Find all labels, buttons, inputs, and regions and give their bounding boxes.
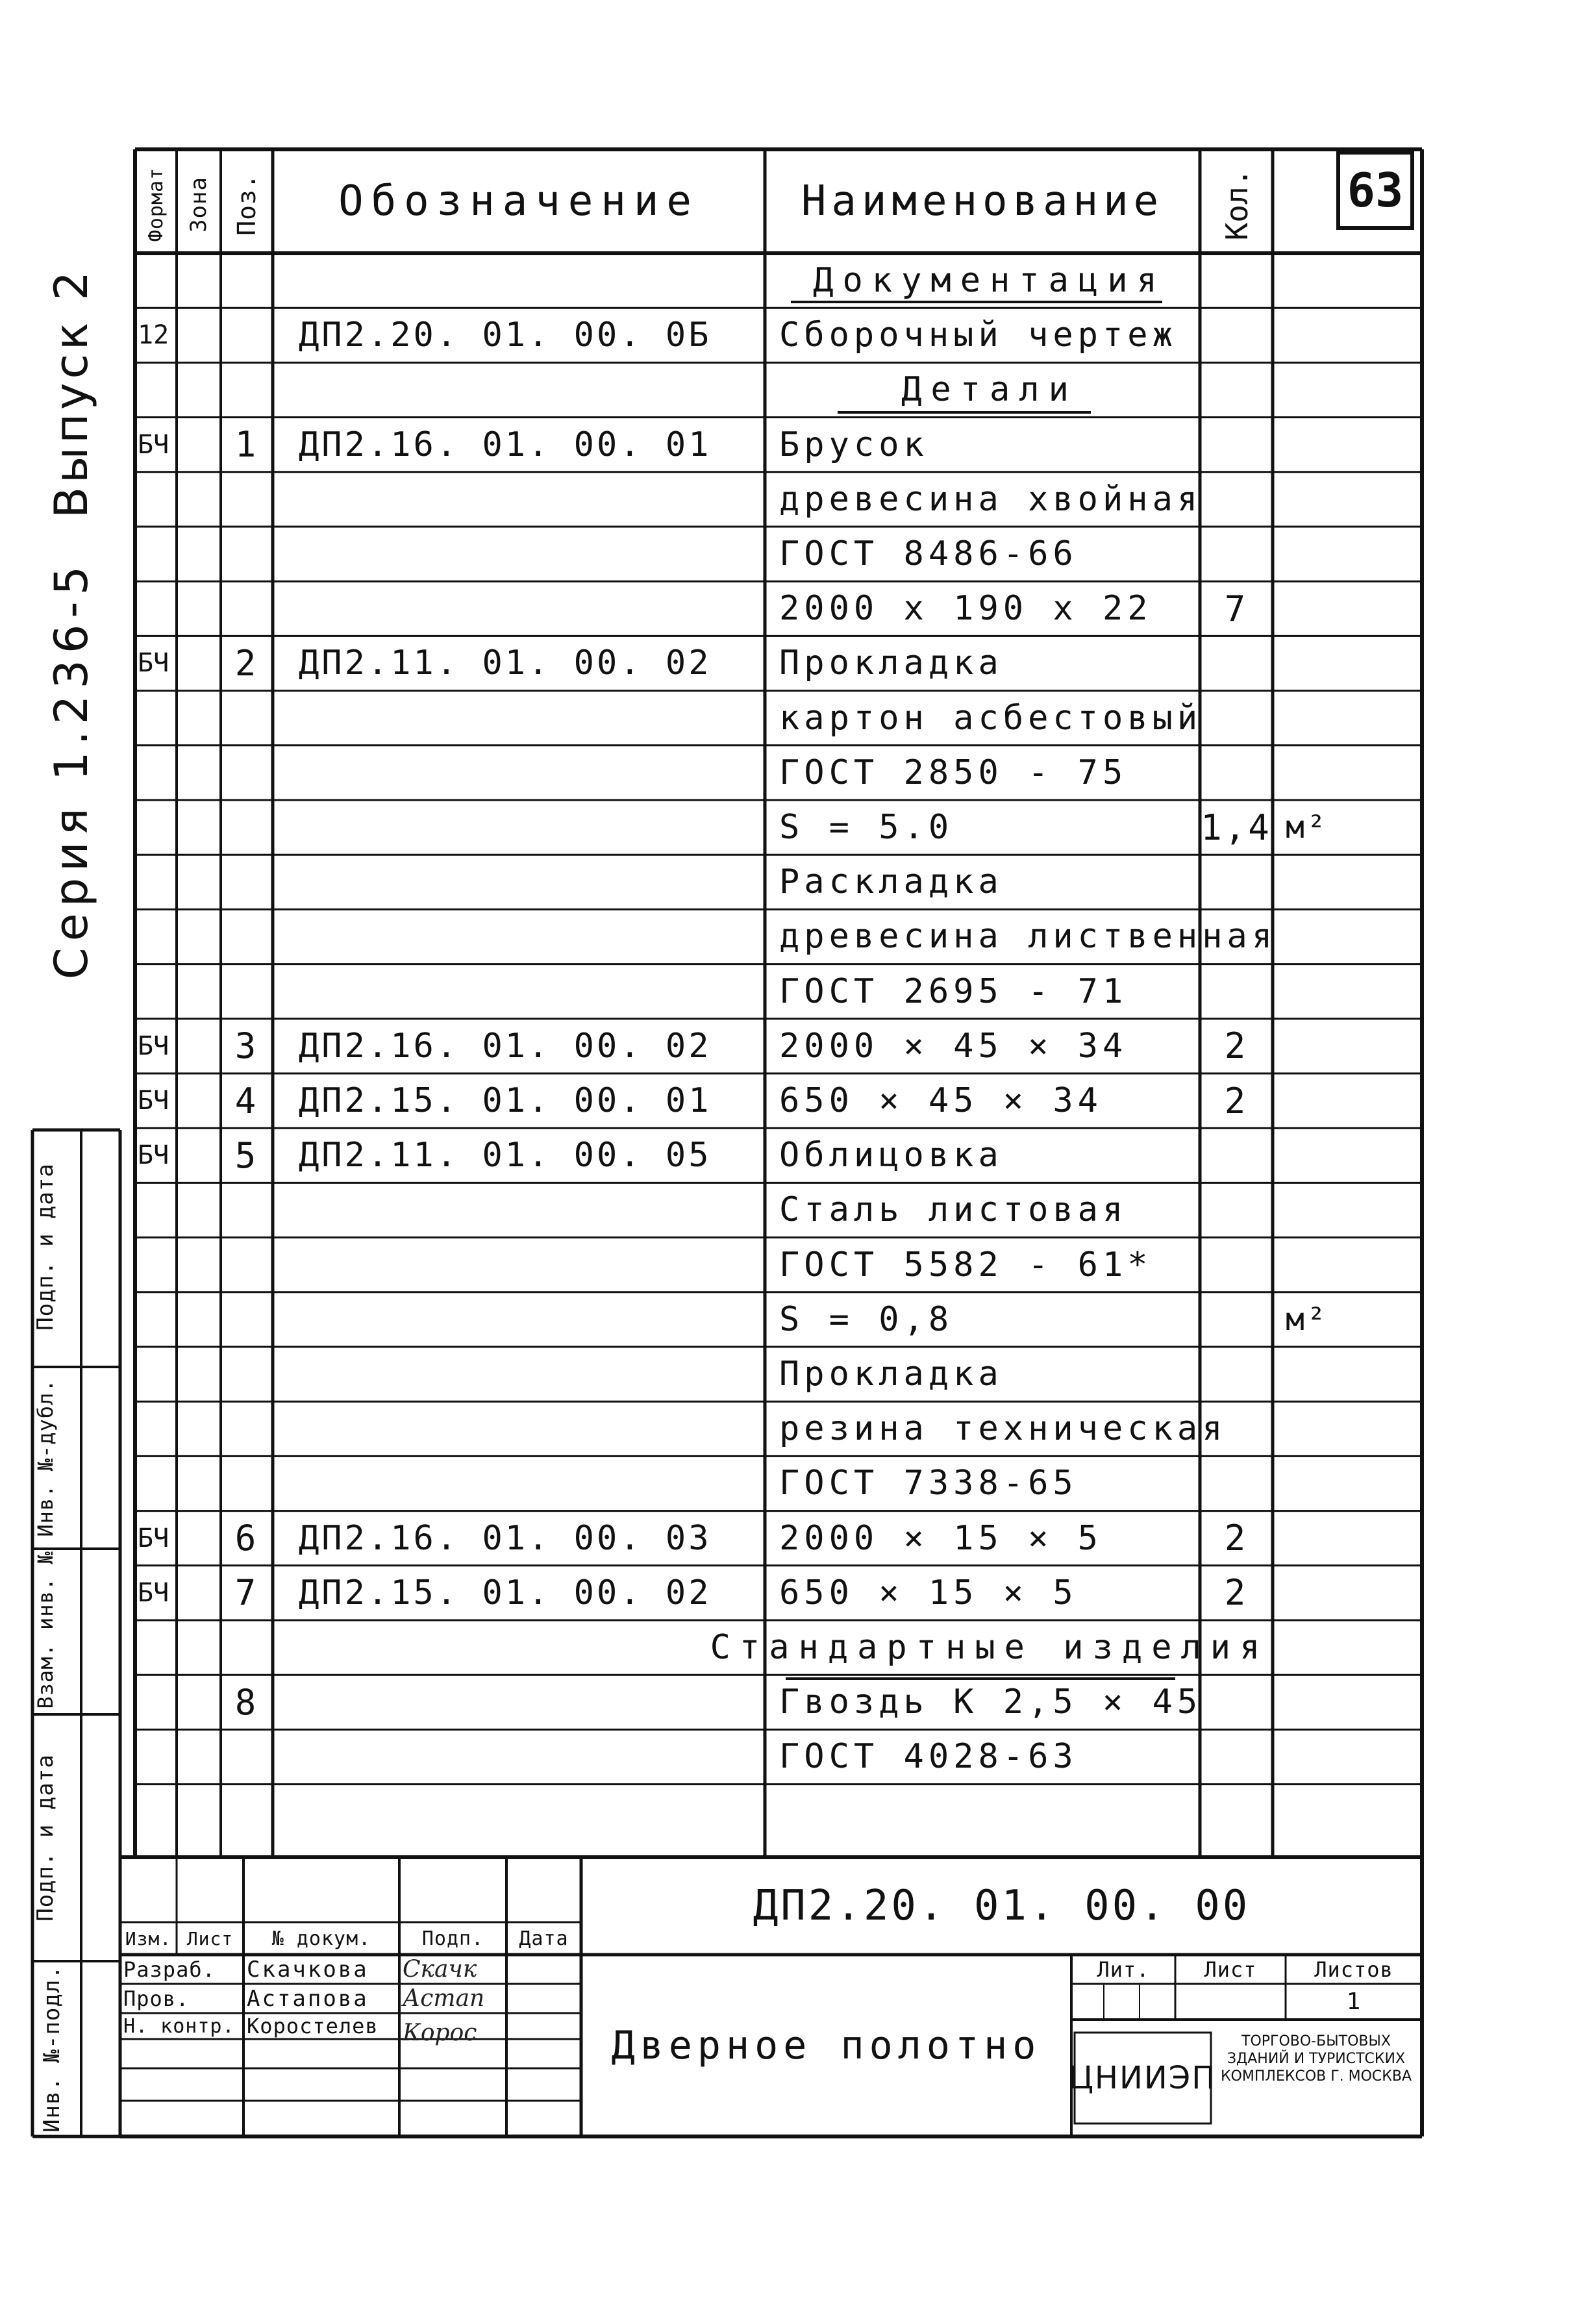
row-qty <box>1200 253 1273 308</box>
row-name: Сталь листовая <box>779 1190 1128 1230</box>
row-qty: 2 <box>1224 1025 1249 1067</box>
row-format <box>138 909 177 964</box>
tb-name-razrab: Скачкова <box>247 1956 369 1983</box>
row-note <box>1286 691 1415 745</box>
row-designation: ДП2.11. 01. 00. 02 <box>299 644 712 683</box>
row-note <box>1286 1511 1415 1566</box>
row-designation <box>299 800 765 855</box>
row-name: ГОСТ 2850 - 75 <box>779 753 1128 792</box>
row-designation <box>299 1183 765 1237</box>
header-name: Наименование <box>801 177 1164 225</box>
row-qty <box>1200 472 1273 527</box>
row-qty: 1,4 <box>1201 807 1272 848</box>
row-qty: 7 <box>1224 588 1249 629</box>
row-designation <box>299 362 765 417</box>
row-pos <box>221 1292 273 1347</box>
row-designation <box>299 1401 765 1456</box>
row-qty <box>1200 691 1273 745</box>
header-format: Формат <box>144 167 168 242</box>
row-pos <box>221 691 273 745</box>
row-pos <box>221 527 273 581</box>
row-name: Раскладка <box>779 862 1003 902</box>
tb-col-doc: № докум. <box>271 1927 371 1950</box>
row-format <box>138 527 177 581</box>
row-pos <box>221 800 273 855</box>
row-format: БЧ <box>138 1523 169 1553</box>
row-format <box>138 253 177 308</box>
row-designation: ДП2.16. 01. 00. 03 <box>299 1518 712 1558</box>
row-pos: 8 <box>234 1681 259 1723</box>
tb-sign-prov: Астап <box>403 1985 485 2012</box>
row-qty <box>1200 1785 1273 1839</box>
row-note <box>1286 1019 1415 1073</box>
row-designation <box>299 1620 765 1675</box>
row-qty <box>1200 1183 1273 1237</box>
row-designation <box>299 1785 765 1839</box>
row-pos <box>221 1401 273 1456</box>
stamp-inv-podl: Инв. №-подл. <box>39 1965 65 2133</box>
row-pos: 2 <box>234 642 259 684</box>
row-name: картон асбестовый <box>779 698 1203 738</box>
row-note <box>1286 745 1415 800</box>
row-qty <box>1200 527 1273 581</box>
row-pos <box>221 964 273 1019</box>
row-name: Стандартные изделия <box>710 1628 1269 1668</box>
row-note <box>1286 472 1415 527</box>
row-format: БЧ <box>138 1140 169 1171</box>
stamp-inv-dubl: Инв. №-дубл. <box>33 1379 58 1537</box>
row-pos <box>221 909 273 964</box>
row-pos: 4 <box>234 1080 259 1121</box>
row-name: Документация <box>813 261 1166 301</box>
row-qty: 2 <box>1224 1518 1249 1559</box>
row-format <box>138 472 177 527</box>
row-format <box>138 964 177 1019</box>
row-note <box>1286 1456 1415 1510</box>
row-qty <box>1200 1292 1273 1347</box>
row-designation <box>299 253 765 308</box>
tb-role-prov: Пров. <box>123 1986 190 2011</box>
row-note <box>1286 1675 1415 1729</box>
row-note <box>1286 1128 1415 1183</box>
row-qty <box>1200 362 1273 417</box>
row-name: S = 0,8 <box>779 1299 954 1339</box>
doc-title: Дверное полотно <box>611 2023 1041 2068</box>
row-note <box>1286 362 1415 417</box>
tb-col-list: Лист <box>186 1927 234 1949</box>
row-format <box>138 1785 177 1839</box>
row-note <box>1286 636 1415 690</box>
row-note: м² <box>1286 809 1328 846</box>
row-designation <box>299 855 765 909</box>
row-designation: ДП2.15. 01. 00. 01 <box>299 1081 712 1121</box>
row-qty <box>1200 745 1273 800</box>
tb-name-prov: Астапова <box>247 1985 369 2012</box>
row-designation <box>299 1347 765 1401</box>
row-qty <box>1200 1347 1273 1401</box>
header-zone: Зона <box>186 177 212 232</box>
row-format <box>138 745 177 800</box>
row-pos <box>221 1620 273 1675</box>
header-pos: Поз. <box>232 173 261 236</box>
row-name: Облицовка <box>779 1136 1003 1175</box>
row-format: БЧ <box>138 1086 169 1116</box>
row-designation <box>299 527 765 581</box>
row-note <box>1286 308 1415 362</box>
row-note <box>1286 855 1415 909</box>
row-format: БЧ <box>138 429 169 460</box>
row-note <box>1286 1238 1415 1292</box>
row-note: м² <box>1286 1301 1328 1338</box>
row-note <box>1286 1566 1415 1620</box>
row-format <box>138 1238 177 1292</box>
row-pos <box>221 745 273 800</box>
row-note <box>1286 1401 1415 1456</box>
row-designation <box>299 745 765 800</box>
row-pos <box>221 1785 273 1839</box>
header-designation: Обозначение <box>338 177 699 225</box>
row-name: ГОСТ 8486-66 <box>779 534 1078 574</box>
row-format <box>138 800 177 855</box>
tb-sheets-value: 1 <box>1346 1988 1362 2015</box>
row-qty: 2 <box>1224 1572 1249 1614</box>
row-format <box>138 1729 177 1784</box>
row-name: Детали <box>901 370 1078 410</box>
row-designation <box>299 964 765 1019</box>
row-designation <box>299 1238 765 1292</box>
row-name: резина техническая <box>779 1409 1227 1449</box>
org-logo: ЦНИИЭП <box>1069 2060 1217 2096</box>
row-name: ГОСТ 7338-65 <box>779 1464 1078 1503</box>
row-qty <box>1200 636 1273 690</box>
row-pos: 6 <box>234 1518 259 1559</box>
row-pos <box>221 1456 273 1510</box>
row-qty: 2 <box>1224 1080 1249 1121</box>
stamp-podp-data-2: Подп. и дата <box>32 1163 58 1331</box>
row-name: Сборочный чертеж <box>779 316 1177 355</box>
row-note <box>1286 964 1415 1019</box>
tb-lit-label: Лит. <box>1097 1957 1150 1982</box>
row-qty <box>1200 1401 1273 1456</box>
stamp-vzam-inv: Взам. инв. № <box>33 1551 58 1709</box>
row-format <box>138 691 177 745</box>
row-pos <box>221 1183 273 1237</box>
row-qty <box>1200 1620 1273 1675</box>
row-name: 2000 × 45 × 34 <box>779 1026 1128 1066</box>
row-name: Брусок <box>779 425 929 464</box>
row-format <box>138 581 177 636</box>
tb-sign-razrab: Скачк <box>403 1955 477 1983</box>
tb-sheets-label: Листов <box>1314 1957 1393 1982</box>
row-name: S = 5.0 <box>779 808 954 847</box>
doc-code: ДП2.20. 01. 00. 00 <box>753 1882 1251 1930</box>
org-text: ТОРГОВО-БЫТОВЫХ ЗДАНИЙ И ТУРИСТСКИХ КОМПЛЕКСОВ Г. МОСКВА <box>1220 2033 1412 2085</box>
row-designation: ДП2.11. 01. 00. 05 <box>299 1136 712 1175</box>
row-qty <box>1200 1456 1273 1510</box>
row-designation <box>299 1675 765 1729</box>
tb-col-podp: Подп. <box>421 1927 484 1950</box>
row-name: Гвоздь К 2,5 × 45 <box>779 1683 1203 1722</box>
row-designation <box>299 1292 765 1347</box>
row-pos: 3 <box>234 1025 259 1067</box>
row-designation: ДП2.16. 01. 00. 01 <box>299 425 712 464</box>
row-pos <box>221 362 273 417</box>
row-note <box>1286 1620 1415 1675</box>
row-name: 2000 х 190 х 22 <box>779 589 1153 629</box>
row-format: БЧ <box>138 1031 169 1061</box>
row-pos: 7 <box>234 1572 259 1614</box>
row-format <box>138 362 177 417</box>
row-note <box>1286 1729 1415 1784</box>
row-name: Прокладка <box>779 644 1003 683</box>
row-qty <box>1200 855 1273 909</box>
row-qty <box>1200 964 1273 1019</box>
row-qty <box>1200 909 1273 964</box>
row-format <box>138 855 177 909</box>
row-pos <box>221 581 273 636</box>
row-qty <box>1200 418 1273 472</box>
tb-sheet-label: Лист <box>1204 1957 1257 1982</box>
row-name: 650 × 15 × 5 <box>779 1573 1078 1612</box>
row-note <box>1286 1073 1415 1128</box>
row-pos: 1 <box>234 424 259 466</box>
row-designation: ДП2.15. 01. 00. 02 <box>299 1573 712 1612</box>
row-format: БЧ <box>138 1577 169 1608</box>
tb-col-izm: Изм. <box>125 1927 172 1949</box>
row-qty <box>1200 1729 1273 1784</box>
tb-col-data: Дата <box>519 1927 569 1950</box>
row-name: ГОСТ 5582 - 61* <box>779 1245 1153 1284</box>
row-name: древесина лиственная <box>779 917 1277 957</box>
row-format <box>138 1456 177 1510</box>
row-name: Прокладка <box>779 1355 1003 1394</box>
row-designation <box>299 909 765 964</box>
row-pos <box>221 1729 273 1784</box>
row-format: 12 <box>138 320 169 351</box>
row-designation <box>299 691 765 745</box>
row-qty <box>1200 1675 1273 1729</box>
row-pos <box>221 472 273 527</box>
row-name: 2000 × 15 × 5 <box>779 1518 1103 1558</box>
row-format <box>138 1292 177 1347</box>
row-designation <box>299 1456 765 1510</box>
tb-role-razrab: Разраб. <box>123 1957 216 1982</box>
row-note <box>1286 253 1415 308</box>
row-format: БЧ <box>138 648 169 679</box>
row-name <box>779 1785 1200 1839</box>
row-designation <box>299 581 765 636</box>
row-qty <box>1200 1128 1273 1183</box>
row-qty <box>1200 308 1273 362</box>
row-pos <box>221 253 273 308</box>
row-format <box>138 1347 177 1401</box>
row-designation: ДП2.20. 01. 00. 0Б <box>299 316 712 355</box>
stamp-podp-data-1: Подп. и дата <box>32 1754 58 1922</box>
series-label: Серия 1.236-5 <box>45 559 98 980</box>
row-designation <box>299 1729 765 1784</box>
row-note <box>1286 1347 1415 1401</box>
row-name: древесина хвойная <box>779 479 1203 519</box>
row-pos: 5 <box>234 1134 259 1176</box>
issue-label: Выпуск 2 <box>45 267 98 519</box>
row-pos <box>221 308 273 362</box>
sheet-number: 63 <box>1347 163 1404 218</box>
row-name: ГОСТ 4028-63 <box>779 1737 1078 1777</box>
row-note <box>1286 1183 1415 1237</box>
row-format <box>138 1675 177 1729</box>
tb-sign-nkontr: Корос <box>403 2019 477 2046</box>
row-format <box>138 1620 177 1675</box>
row-note <box>1286 909 1415 964</box>
row-pos <box>221 1238 273 1292</box>
row-pos <box>221 1347 273 1401</box>
row-note <box>1286 1785 1415 1839</box>
row-designation <box>299 472 765 527</box>
row-qty <box>1200 1238 1273 1292</box>
row-format <box>138 1401 177 1456</box>
tb-name-nkontr: Коростелев <box>247 2014 379 2038</box>
tb-role-nkontr: Н. контр. <box>123 2014 235 2038</box>
row-note <box>1286 418 1415 472</box>
row-format <box>138 1183 177 1237</box>
row-name: 650 × 45 × 34 <box>779 1081 1103 1121</box>
row-note <box>1286 581 1415 636</box>
row-pos <box>221 855 273 909</box>
row-designation: ДП2.16. 01. 00. 02 <box>299 1026 712 1066</box>
row-name: ГОСТ 2695 - 71 <box>779 971 1128 1011</box>
header-qty: Кол. <box>1219 168 1254 241</box>
row-note <box>1286 527 1415 581</box>
